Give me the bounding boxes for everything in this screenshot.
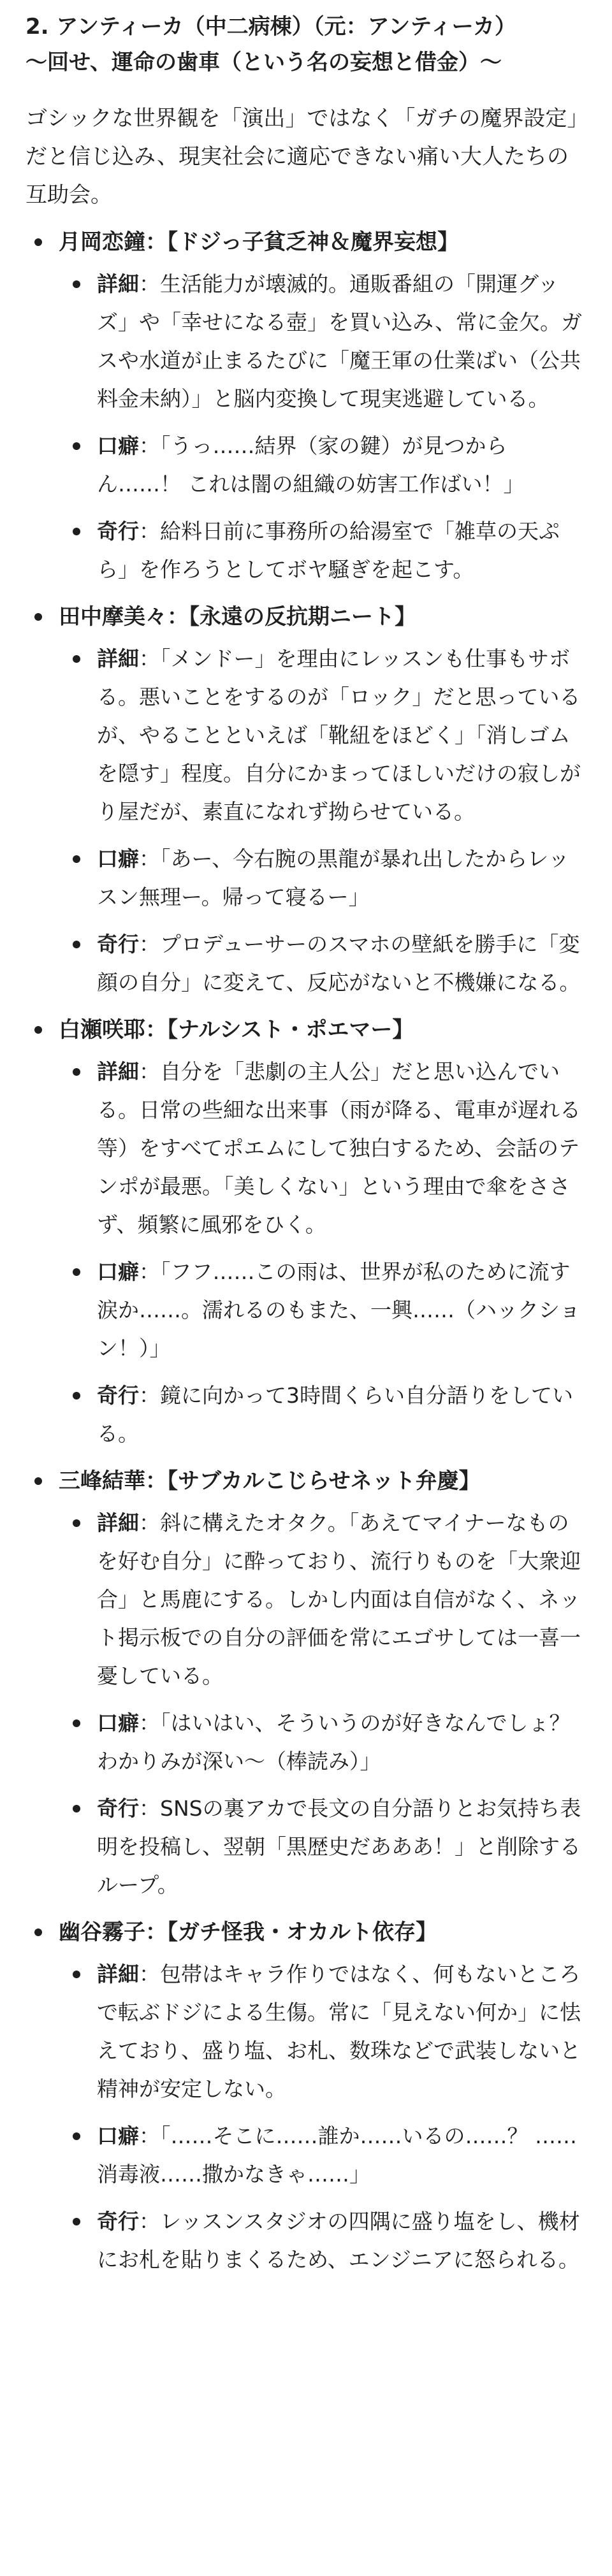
character-details	[59, 640, 586, 1002]
character-details	[59, 1053, 586, 1453]
quirk-item: 奇行：レッスンスタジオの四隅に盛り塩をし、機材にお札を貼りまくるため、エンジニアに怒られる。	[59, 2203, 586, 2279]
character-tagline: 【ナルシスト・ポエマー】	[167, 1017, 414, 1043]
character-header: 白瀬咲耶：【ナルシスト・ポエマー】	[59, 1017, 414, 1043]
character-header: 田中摩美々：【永遠の反抗期ニート】	[59, 604, 416, 630]
character-name: 白瀬咲耶	[59, 1017, 145, 1043]
character-details	[59, 1504, 586, 1904]
quirk-item: 奇行：鏡に向かって3時間くらい自分語りをしている。	[59, 1377, 586, 1453]
character-tagline: 【ドジっ子貧乏神＆魔界妄想】	[167, 229, 459, 255]
detail-text: 「はいはい、そういうのが好きなんでしょ？ わかりみが深い〜（棒読み）」	[97, 1711, 571, 1774]
character-item	[26, 1462, 586, 1904]
detail-label: 口癖	[97, 2124, 139, 2148]
detail-item: 詳細：包帯はキャラ作りではなく、何もないところで転ぶドジによる生傷。常に「見えない何か」に怯えており、盛り塩、お札、数珠などで武装しないと精神が安定しない。	[59, 1955, 586, 2108]
quirk-item: 奇行：SNSの裏アカで長文の自分語りとお気持ち表明を投稿し、翌朝「黒歴史だあああ！」と削除するループ。	[59, 1790, 586, 1904]
detail-label: 口癖	[97, 433, 139, 458]
quirk-item: 奇行：給料日前に事務所の給湯室で「雑草の天ぷら」を作ろうとしてボヤ騒ぎを起こす。	[59, 512, 586, 589]
detail-text: SNSの裏アカで長文の自分語りとお気持ち表明を投稿し、翌朝「黒歴史だあああ！」と削除するループ。	[97, 1796, 581, 1897]
detail-text: 生活能力が壊滅的。通販番組の「開運グッズ」や「幸せになる壺」を買い込み、常に金欠。ガスや水道が止まるたびに「魔王軍の仕業ばい（公共料金未納）」と脳内変換して現実逃避している。	[97, 271, 582, 411]
detail-text: レッスンスタジオの四隅に盛り塩をし、機材にお札を貼りまくるため、エンジニアに怒られる。	[97, 2209, 580, 2272]
detail-label: 奇行	[97, 1383, 139, 1408]
character-item	[26, 598, 586, 1002]
detail-text: 「うっ……結界（家の鍵）が見つからん……！ これは闇の組織の妨害工作ばい！」	[97, 433, 525, 496]
section-intro: ゴシックな世界観を「演出」ではなく「ガチの魔界設定」だと信じ込み、現実社会に適応できない痛い大人たちの互助会。	[26, 106, 578, 208]
detail-text: 斜に構えたオタク。「あえてマイナーなものを好む自分」に酔っており、流行りものを「大衆迎合」と馬鹿にする。しかし内面は自信がなく、ネット掲示板での自分の評価を常にエゴサしては一喜一憂している。	[97, 1510, 581, 1688]
detail-text: 「……そこに……誰か……いるの……？ ……消毒液……撒かなきゃ……」	[97, 2124, 577, 2187]
detail-text: 「メンドー」を理由にレッスンも仕事もサボる。悪いことをするのが「ロック」だと思っているが、やることといえば「靴紐をほどく」「消しゴムを隠す」程度。自分にかまってほしいだけの寂しがり屋だが、素直になれず拗らせている。	[97, 646, 581, 824]
catchphrase-item: 口癖：「うっ……結界（家の鍵）が見つからん……！ これは闇の組織の妨害工作ばい！」	[59, 427, 586, 503]
detail-label: 詳細	[97, 646, 139, 671]
character-tagline: 【ガチ怪我・オカルト依存】	[167, 1920, 437, 1945]
character-name: 幽谷霧子	[59, 1920, 145, 1945]
detail-item: 詳細：自分を「悲劇の主人公」だと思い込んでいる。日常の些細な出来事（雨が降る、電車が遅れる等）をすべてポエムにして独白するため、会話のテンポが最悪。「美しくない」という理由で傘をささず、頻繁に風邪をひく。	[59, 1053, 586, 1244]
section-heading: 2. アンティーカ（中二病棟）（元：アンティーカ）	[26, 14, 516, 40]
detail-text: 自分を「悲劇の主人公」だと思い込んでいる。日常の些細な出来事（雨が降る、電車が遅れる等）をすべてポエムにして独白するため、会話のテンポが最悪。「美しくない」という理由で傘をささず、頻繁に風邪をひく。	[97, 1059, 581, 1237]
catchphrase-item: 口癖：「……そこに……誰か……いるの……？ ……消毒液……撒かなきゃ……」	[59, 2117, 586, 2194]
detail-item: 詳細：生活能力が壊滅的。通販番組の「開運グッズ」や「幸せになる壺」を買い込み、常に金欠。ガスや水道が止まるたびに「魔王軍の仕業ばい（公共料金未納）」と脳内変換して現実逃避している。	[59, 265, 586, 418]
character-details	[59, 265, 586, 589]
detail-label: 奇行	[97, 1796, 139, 1821]
catchphrase-item: 口癖：「はいはい、そういうのが好きなんでしょ？ わかりみが深い〜（棒読み）」	[59, 1704, 586, 1781]
quirk-item: 奇行：プロデューサーのスマホの壁紙を勝手に「変顔の自分」に変えて、反応がないと不機嫌になる。	[59, 925, 586, 1002]
detail-label: 口癖	[97, 1259, 139, 1284]
detail-label: 詳細	[97, 271, 139, 296]
detail-text: プロデューサーのスマホの壁紙を勝手に「変顔の自分」に変えて、反応がないと不機嫌になる。	[97, 932, 581, 995]
character-list	[26, 223, 586, 2279]
detail-label: 口癖	[97, 1711, 139, 1735]
character-name: 月岡恋鐘	[59, 229, 145, 255]
detail-text: 「あー、今右腕の黒龍が暴れ出したからレッスン無理ー。帰って寝るー」	[97, 846, 569, 909]
detail-label: 奇行	[97, 2209, 139, 2234]
detail-label: 詳細	[97, 1510, 139, 1535]
character-name: 三峰結華	[59, 1468, 145, 1494]
catchphrase-item: 口癖：「フフ……この雨は、世界が私のために流す涙か……。濡れるのもまた、一興……（ハックション！）」	[59, 1253, 586, 1368]
character-tagline: 【サブカルこじらせネット弁慶】	[167, 1468, 481, 1494]
character-details	[59, 1955, 586, 2279]
character-item	[26, 1913, 586, 2279]
detail-label: 奇行	[97, 519, 139, 544]
section-subtitle: 〜回せ、運命の歯車（という名の妄想と借金）〜	[26, 50, 502, 75]
detail-text: 包帯はキャラ作りではなく、何もないところで転ぶドジによる生傷。常に「見えない何か」に怯えており、盛り塩、お札、数珠などで武装しないと精神が安定しない。	[97, 1962, 581, 2101]
detail-label: 奇行	[97, 932, 139, 957]
detail-text: 「フフ……この雨は、世界が私のために流す涙か……。濡れるのもまた、一興……（ハックション！）」	[97, 1259, 581, 1361]
catchphrase-item: 口癖：「あー、今右腕の黒龍が暴れ出したからレッスン無理ー。帰って寝るー」	[59, 840, 586, 916]
character-name: 田中摩美々	[59, 604, 167, 630]
character-header: 月岡恋鐘：【ドジっ子貧乏神＆魔界妄想】	[59, 229, 459, 255]
detail-label: 詳細	[97, 1059, 139, 1084]
detail-label: 詳細	[97, 1962, 139, 1986]
character-item	[26, 1011, 586, 1453]
character-tagline: 【永遠の反抗期ニート】	[189, 604, 416, 630]
detail-item: 詳細：斜に構えたオタク。「あえてマイナーなものを好む自分」に酔っており、流行りものを「大衆迎合」と馬鹿にする。しかし内面は自信がなく、ネット掲示板での自分の評価を常にエゴサしては一喜一憂している。	[59, 1504, 586, 1695]
character-item	[26, 223, 586, 589]
detail-item: 詳細：「メンドー」を理由にレッスンも仕事もサボる。悪いことをするのが「ロック」だと思っているが、やることといえば「靴紐をほどく」「消しゴムを隠す」程度。自分にかまってほしいだけの寂しがり屋だが、素直になれず拗らせている。	[59, 640, 586, 831]
character-header: 幽谷霧子：【ガチ怪我・オカルト依存】	[59, 1920, 437, 1945]
character-header: 三峰結華：【サブカルこじらせネット弁慶】	[59, 1468, 481, 1494]
detail-text: 鏡に向かって3時間くらい自分語りをしている。	[97, 1383, 573, 1446]
detail-label: 口癖	[97, 846, 139, 871]
detail-text: 給料日前に事務所の給湯室で「雑草の天ぷら」を作ろうとしてボヤ騒ぎを起こす。	[97, 519, 560, 582]
